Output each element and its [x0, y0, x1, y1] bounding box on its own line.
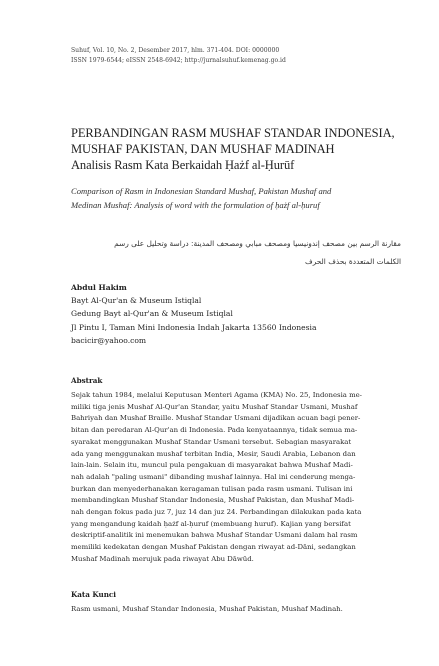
- paper-title: [71, 125, 401, 173]
- title-subtitle: Analisis Rasm Kata Berkaidah Ḥażf al-Ḥurūf: [71, 158, 295, 172]
- journal-citation: Suhuf, Vol. 10, No. 2, Desember 2017, hlm. 371-404. DOI: 0000000: [71, 47, 280, 54]
- abstract-line: Sejak tahun 1984, melalui Keputusan Menteri Agama (KMA) No. 25, Indonesia me-: [71, 391, 363, 399]
- abstract-line: nah dengan fokus pada juz 7, juz 14 dan juz 24. Perbandingan dilakukan pada kata: [71, 508, 362, 517]
- english-title: [71, 185, 401, 212]
- author-email[interactable]: bacicir@yahoo.com: [71, 335, 147, 345]
- journal-info: [71, 46, 401, 66]
- abstract-line: membandingkan Mushaf Standar Indonesia, Mushaf Pakistan, dan Mushaf Madi-: [71, 496, 355, 505]
- arabic-title: [71, 235, 401, 271]
- english-title-line-2: Medinan Mushaf: Analysis of word with the formulation of ḥażf al-ḥuruf: [71, 199, 320, 210]
- journal-issn: ISSN 1979-6544; eISSN 2548-6942; http://jurnalsuhuf.kemenag.go.id: [71, 57, 286, 64]
- author-affiliation-1: Bayt Al-Qur'an & Museum Istiqlal: [71, 296, 202, 306]
- author-affiliation-2: Gedung Bayt al-Qur'an & Museum Istiqlal: [71, 309, 233, 319]
- abstract-line: memiliki kedekatan dengan Mushaf Pakistan dengan riwayat ad-Dāni, sedangkan: [71, 543, 356, 552]
- abstract-line: Mushaf Madinah merujuk pada riwayat Abu Dāwūd.: [71, 554, 254, 563]
- author-name: Abdul Hakim: [71, 283, 127, 292]
- english-title-line-1: Comparison of Rasm in Indonesian Standard Mushaf, Pakistan Mushaf and: [71, 186, 332, 196]
- abstract-line: syarakat menggunakan Mushaf Standar Usmani tersebut. Sebagian masyarakat: [71, 437, 352, 446]
- author-address: Jl Pintu I, Taman Mini Indonesia Indah Jakarta 13560 Indonesia: [71, 322, 317, 332]
- author-block: [71, 281, 401, 347]
- abstract-line: ada yang menggunakan mushaf terbitan India, Mesir, Saudi Arabia, Lebanon dan: [71, 449, 356, 458]
- abstract-line: nah adalah "paling usmani" dibanding mushaf lainnya. Hal ini cenderung menga-: [71, 472, 356, 481]
- arabic-title-line-2: الكلمات المتعددة بحذف الحرف: [305, 257, 401, 266]
- abstract-line: lain-lain. Selain itu, muncul pula pengakuan di masyarakat bahwa Mushaf Madi-: [71, 461, 353, 470]
- title-line-1: PERBANDINGAN RASM MUSHAF STANDAR INDONESIA,: [71, 126, 395, 140]
- abstract-line: deskriptif-analitik ini menemukan bahwa Mushaf Standar Usmani dalam hal rasm: [71, 531, 358, 540]
- abstract-line: yang mengandung kaidah ḥażf al-ḥuruf (membuang huruf). Kajian yang bersifat: [71, 519, 351, 528]
- keywords-heading: Kata Kunci: [71, 590, 117, 599]
- keywords-body: Rasm usmani, Mushaf Standar Indonesia, Mushaf Pakistan, Mushaf Madinah.: [71, 605, 343, 613]
- abstract-line: miliki tiga jenis Mushaf Al-Qur'an Standar, yaitu Mushaf Standar Usmani, Mushaf: [71, 402, 358, 411]
- abstract-heading: Abstrak: [71, 376, 103, 385]
- abstract-body: [71, 390, 368, 566]
- abstract-line: Bahriyah dan Mushaf Braille. Mushaf Standar Usmani dijadikan acuan bagi pener-: [71, 414, 361, 423]
- title-line-2: MUSHAF PAKISTAN, DAN MUSHAF MADINAH: [71, 142, 335, 156]
- abstract-line: burkan dan menyederhanakan keragaman tulisan pada rasm usmani. Tulisan ini: [71, 484, 353, 493]
- arabic-title-line-1: مقارنة الرسم بين مصحف إندونيسيا ومصحف مبابي ومصحف المدينة: دراسة وتحليل على رسم: [114, 239, 401, 248]
- abstract-line: bitan dan peredaran Al-Qur'an di Indonesia. Pada kenyataannya, tidak semua ma-: [71, 426, 358, 435]
